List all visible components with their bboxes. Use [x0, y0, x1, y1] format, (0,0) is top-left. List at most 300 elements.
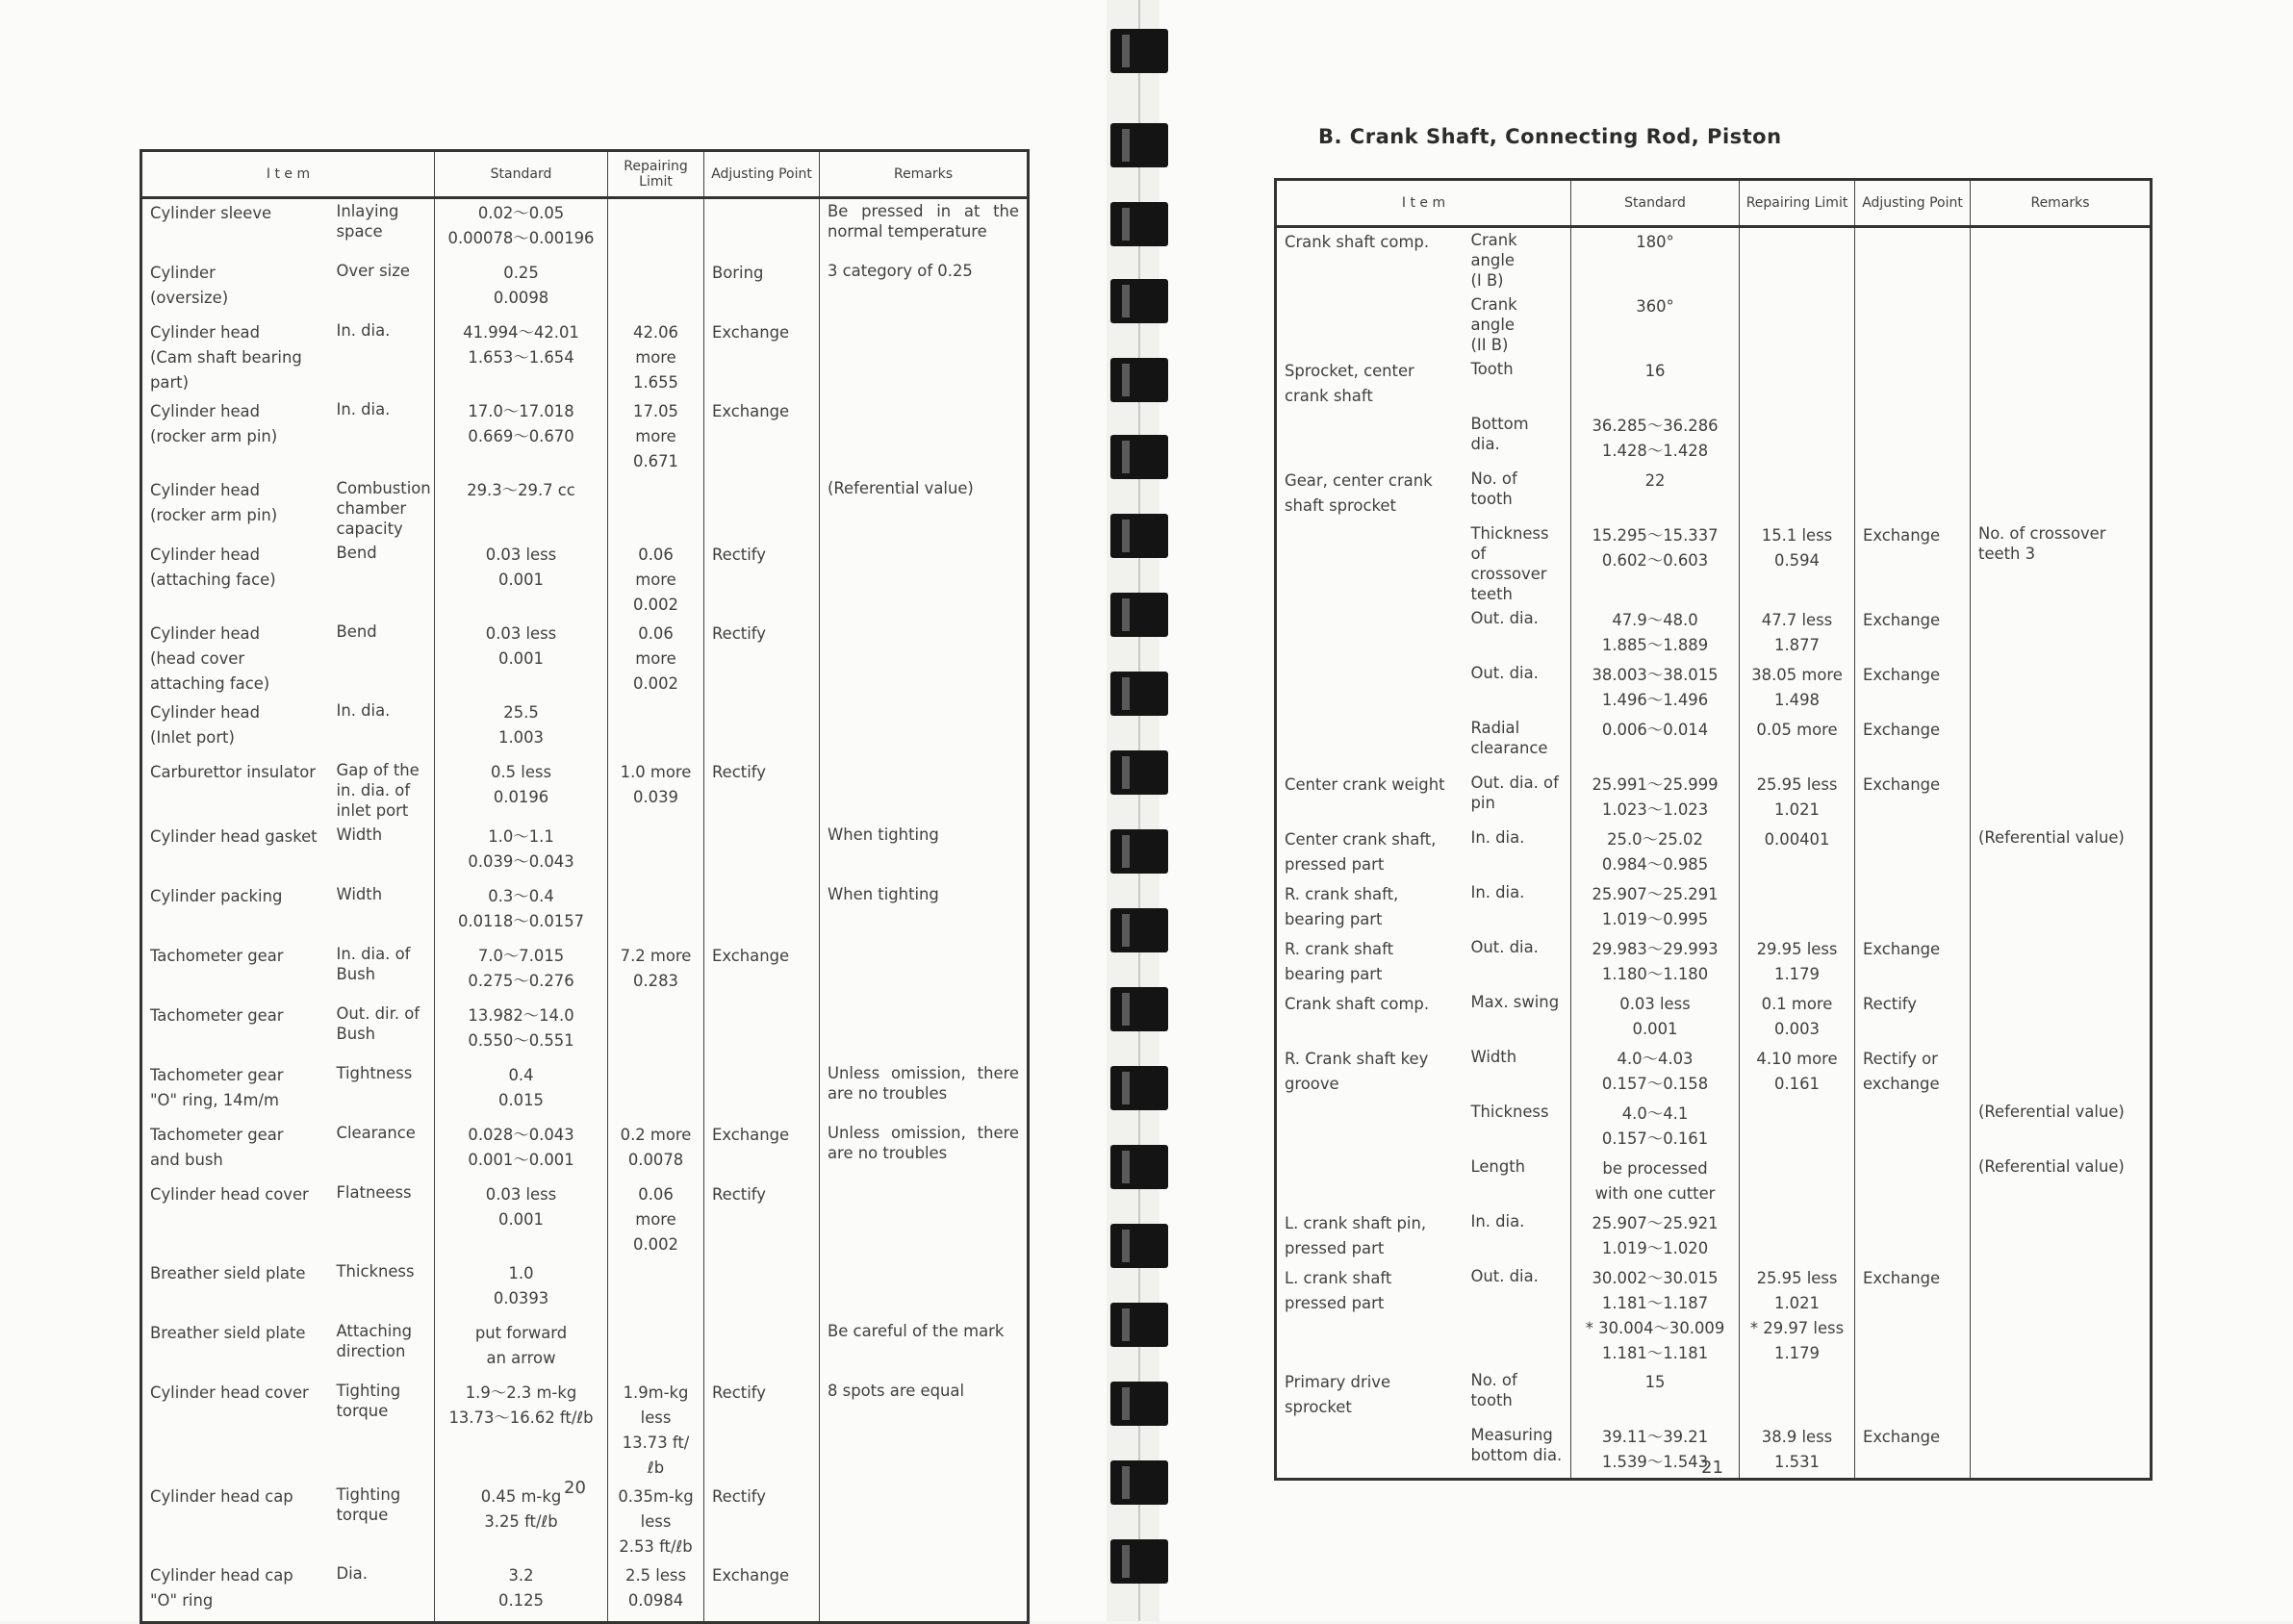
- header-row: [1276, 180, 2152, 227]
- binding-ring: [1110, 1539, 1168, 1584]
- table-row: [1276, 716, 2152, 771]
- row-repairing-limit: 0.00401: [1740, 825, 1855, 880]
- row-repairing-limit: [1740, 467, 1855, 521]
- row-standard: 25.907～25.291 1.019～0.995: [1571, 880, 1740, 935]
- table-row: [141, 1259, 1029, 1319]
- table-row: [141, 758, 1029, 823]
- row-adjusting-point: Boring: [704, 259, 820, 318]
- row-parameter: No. of tooth: [1470, 469, 1517, 508]
- row-adjusting-point: Rectify: [1855, 990, 1971, 1045]
- binding-ring: [1110, 829, 1168, 874]
- row-standard: 25.991～25.999 1.023～1.023: [1571, 771, 1740, 825]
- right-spec-table: [1274, 178, 2153, 1481]
- row-adjusting-point: Exchange: [704, 942, 820, 1002]
- header-item: I t e m: [1276, 180, 1571, 227]
- scan-smudge: [10, 56, 38, 75]
- row-remarks: [1971, 292, 2152, 357]
- binding-ring: [1110, 672, 1168, 716]
- table-row: [141, 823, 1029, 882]
- table-row: [1276, 1155, 2152, 1209]
- row-standard: 36.285～36.286 1.428～1.428: [1571, 412, 1740, 467]
- row-parameter: Crank angle (I B): [1470, 231, 1517, 290]
- row-remarks: [820, 758, 1029, 823]
- row-item: Gear, center crank shaft sprocket: [1285, 471, 1433, 515]
- row-repairing-limit: [608, 259, 704, 318]
- row-parameter: Max. swing: [1470, 993, 1560, 1011]
- table-row: [1276, 771, 2152, 825]
- row-adjusting-point: [704, 476, 820, 541]
- table-row: [141, 1121, 1029, 1180]
- row-repairing-limit: [1740, 880, 1855, 935]
- row-parameter: Bottom dia.: [1470, 415, 1529, 453]
- header-item: I t e m: [141, 151, 435, 198]
- row-parameter: Out. dia.: [1470, 938, 1539, 956]
- row-parameter: Tightness: [336, 1064, 413, 1082]
- row-adjusting-point: Exchange: [1855, 661, 1971, 716]
- row-remarks: [820, 942, 1029, 1002]
- row-item: L. crank shaft pin, pressed part: [1285, 1214, 1427, 1257]
- binding-ring: [1110, 358, 1168, 402]
- row-standard: 1.0～1.1 0.039～0.043: [435, 823, 608, 882]
- row-remarks: [1971, 716, 2152, 771]
- row-repairing-limit: [608, 1002, 704, 1061]
- binding-ring: [1110, 279, 1168, 323]
- row-adjusting-point: Rectify: [704, 541, 820, 620]
- right-table-body: [1276, 227, 2152, 1480]
- row-remarks: [820, 1259, 1029, 1319]
- row-remarks: [1971, 1423, 2152, 1480]
- row-item: Sprocket, center crank shaft: [1285, 362, 1414, 405]
- binding-ring: [1110, 1224, 1168, 1268]
- row-parameter: In. dia.: [1470, 828, 1525, 847]
- row-standard: 0.03 less 0.001: [435, 620, 608, 698]
- row-repairing-limit: 38.05 more 1.498: [1740, 661, 1855, 716]
- row-adjusting-point: [704, 1259, 820, 1319]
- row-adjusting-point: [704, 1319, 820, 1379]
- page-number-right: 21: [1701, 1458, 1723, 1478]
- row-adjusting-point: Exchange: [1855, 716, 1971, 771]
- row-adjusting-point: Exchange: [1855, 1423, 1971, 1480]
- row-parameter: No. of tooth: [1470, 1371, 1517, 1409]
- binding-ring: [1110, 1303, 1168, 1347]
- row-repairing-limit: 1.9m-kg less 13.73 ft/ℓb: [608, 1379, 704, 1483]
- binding-ring: [1110, 1145, 1168, 1189]
- row-adjusting-point: [1855, 825, 1971, 880]
- row-repairing-limit: [1740, 1209, 1855, 1264]
- row-standard: 13.982～14.0 0.550～0.551: [435, 1002, 608, 1061]
- row-repairing-limit: 17.05 more 0.671: [608, 397, 704, 476]
- page-number-left: 20: [564, 1478, 586, 1498]
- row-repairing-limit: 0.06 more 0.002: [608, 541, 704, 620]
- row-parameter: Thickness: [1470, 1103, 1549, 1121]
- table-row: [1276, 227, 2152, 293]
- row-standard: 0.5 less 0.0196: [435, 758, 608, 823]
- row-repairing-limit: [1740, 1155, 1855, 1209]
- row-remarks: [1971, 412, 2152, 467]
- row-adjusting-point: [1855, 1155, 1971, 1209]
- row-item: Cylinder packing: [150, 887, 283, 905]
- row-standard: 0.3～0.4 0.0118～0.0157: [435, 882, 608, 942]
- header-adjusting-point: Adjusting Point: [704, 151, 820, 198]
- row-standard: 0.25 0.0098: [435, 259, 608, 318]
- row-repairing-limit: [608, 198, 704, 260]
- row-adjusting-point: Exchange: [704, 1121, 820, 1180]
- row-standard: 29.983～29.993 1.180～1.180: [1571, 935, 1740, 990]
- row-standard: 30.002～30.015 1.181～1.187 * 30.004～30.009 1.181～1.181: [1571, 1264, 1740, 1368]
- row-remarks: Unless omission, there are no troubles: [820, 1121, 1029, 1180]
- table-row: [1276, 1045, 2152, 1100]
- row-standard: 25.5 1.003: [435, 698, 608, 758]
- table-row: [141, 259, 1029, 318]
- row-parameter: Dia.: [336, 1564, 368, 1583]
- row-remarks: 3 category of 0.25: [820, 259, 1029, 318]
- row-parameter: Out. dia.: [1470, 664, 1539, 682]
- row-repairing-limit: [1740, 227, 1855, 293]
- table-row: [141, 620, 1029, 698]
- row-item: [1276, 606, 1464, 661]
- table-row: [1276, 412, 2152, 467]
- row-repairing-limit: 25.95 less 1.021 * 29.97 less 1.179: [1740, 1264, 1855, 1368]
- row-item: [1276, 1155, 1464, 1209]
- row-repairing-limit: [608, 823, 704, 882]
- row-repairing-limit: [608, 1259, 704, 1319]
- binding-ring: [1110, 987, 1168, 1031]
- row-parameter: Width: [336, 885, 383, 903]
- row-adjusting-point: Rectify or exchange: [1855, 1045, 1971, 1100]
- row-remarks: When tighting: [820, 882, 1029, 942]
- row-item: R. crank shaft, bearing part: [1285, 885, 1399, 928]
- table-row: [141, 698, 1029, 758]
- row-adjusting-point: [704, 1061, 820, 1121]
- row-standard: 4.0～4.1 0.157～0.161: [1571, 1100, 1740, 1155]
- row-remarks: [820, 1180, 1029, 1259]
- row-remarks: Unless omission, there are no troubles: [820, 1061, 1029, 1121]
- row-standard: 47.9～48.0 1.885～1.889: [1571, 606, 1740, 661]
- row-item: Cylinder head cover: [150, 1185, 309, 1204]
- binding-ring: [1110, 1460, 1168, 1505]
- row-adjusting-point: [1855, 1100, 1971, 1155]
- row-repairing-limit: 0.05 more: [1740, 716, 1855, 771]
- row-remarks: [1971, 935, 2152, 990]
- table-row: [1276, 1100, 2152, 1155]
- row-parameter: Measuring bottom dia.: [1470, 1426, 1563, 1464]
- row-standard: 360°: [1571, 292, 1740, 357]
- table-row: [141, 1061, 1029, 1121]
- row-remarks: [1971, 880, 2152, 935]
- row-item: Breather sield plate: [150, 1264, 306, 1282]
- table-row: [141, 1180, 1029, 1259]
- row-adjusting-point: Exchange: [704, 318, 820, 397]
- row-repairing-limit: 1.0 more 0.039: [608, 758, 704, 823]
- row-remarks: [820, 620, 1029, 698]
- table-row: [1276, 1209, 2152, 1264]
- row-adjusting-point: Rectify: [704, 620, 820, 698]
- row-remarks: [820, 698, 1029, 758]
- row-remarks: [1971, 661, 2152, 716]
- row-parameter: Out. dir. of Bush: [336, 1004, 420, 1043]
- row-item: Cylinder head (Inlet port): [150, 703, 260, 747]
- table-row: [1276, 1368, 2152, 1423]
- left-spec-table: [140, 149, 1030, 1624]
- table-row: [1276, 292, 2152, 357]
- row-remarks: (Referential value): [1971, 825, 2152, 880]
- binding-ring: [1110, 202, 1168, 246]
- table-row: [1276, 357, 2152, 412]
- row-item: [1276, 661, 1464, 716]
- row-item: Cylinder head cover: [150, 1383, 309, 1402]
- row-parameter: Thickness: [336, 1262, 415, 1281]
- table-row: [1276, 521, 2152, 606]
- table-row: [1276, 990, 2152, 1045]
- row-repairing-limit: 4.10 more 0.161: [1740, 1045, 1855, 1100]
- row-remarks: [820, 541, 1029, 620]
- table-row: [1276, 1264, 2152, 1368]
- row-parameter: In. dia.: [336, 400, 391, 419]
- row-adjusting-point: Exchange: [704, 1561, 820, 1623]
- row-adjusting-point: Exchange: [1855, 1264, 1971, 1368]
- row-standard: 0.006～0.014: [1571, 716, 1740, 771]
- row-item: [1276, 716, 1464, 771]
- row-remarks: 8 spots are equal: [820, 1379, 1029, 1483]
- row-item: Cylinder head cap "O" ring: [150, 1566, 293, 1610]
- row-repairing-limit: [1740, 1368, 1855, 1423]
- row-repairing-limit: [1740, 1100, 1855, 1155]
- row-standard: 0.03 less 0.001: [435, 1180, 608, 1259]
- row-adjusting-point: [704, 198, 820, 260]
- row-item: R. Crank shaft key groove: [1285, 1050, 1429, 1093]
- row-item: Crank shaft comp.: [1285, 995, 1430, 1013]
- row-remarks: When tighting: [820, 823, 1029, 882]
- table-row: [1276, 880, 2152, 935]
- row-remarks: [820, 1002, 1029, 1061]
- row-parameter: Tooth: [1470, 360, 1514, 378]
- row-parameter: Tighting torque: [336, 1382, 401, 1420]
- header-repairing-limit: Repairing Limit: [608, 151, 704, 198]
- row-item: Center crank weight: [1285, 775, 1445, 794]
- row-remarks: [1971, 990, 2152, 1045]
- row-remarks: Be pressed in at the normal temperature: [820, 198, 1029, 260]
- row-adjusting-point: [704, 698, 820, 758]
- row-repairing-limit: [1740, 292, 1855, 357]
- row-standard: 1.9～2.3 m-kg 13.73～16.62 ft/ℓb: [435, 1379, 608, 1483]
- row-remarks: [1971, 1264, 2152, 1368]
- table-row: [141, 1319, 1029, 1379]
- row-parameter: Width: [336, 825, 383, 844]
- row-remarks: [1971, 606, 2152, 661]
- row-item: Cylinder head (rocker arm pin): [150, 481, 278, 524]
- row-remarks: [1971, 771, 2152, 825]
- table-row: [141, 942, 1029, 1002]
- row-parameter: Length: [1470, 1157, 1526, 1176]
- table-row: [141, 318, 1029, 397]
- left-table-body: [141, 198, 1029, 1623]
- table-row: [141, 476, 1029, 541]
- header-adjusting-point: Adjusting Point: [1855, 180, 1971, 227]
- row-standard: 29.3～29.7 cc: [435, 476, 608, 541]
- row-item: Crank shaft comp.: [1285, 233, 1430, 251]
- table-row: [141, 1002, 1029, 1061]
- row-item: Primary drive sprocket: [1285, 1373, 1391, 1416]
- binding-ring: [1110, 123, 1168, 167]
- row-standard: 15.295～15.337 0.602～0.603: [1571, 521, 1740, 606]
- row-parameter: Width: [1470, 1048, 1517, 1066]
- row-adjusting-point: [1855, 292, 1971, 357]
- row-item: Cylinder (oversize): [150, 264, 229, 307]
- row-adjusting-point: [1855, 1209, 1971, 1264]
- row-standard: 1.0 0.0393: [435, 1259, 608, 1319]
- table-row: [1276, 467, 2152, 521]
- row-item: Tachometer gear: [150, 947, 284, 965]
- row-repairing-limit: [608, 1319, 704, 1379]
- row-parameter: In. dia. of Bush: [336, 945, 411, 983]
- row-parameter: Bend: [336, 544, 377, 562]
- row-item: [1276, 292, 1464, 357]
- row-remarks: Be careful of the mark: [820, 1319, 1029, 1379]
- row-standard: 22: [1571, 467, 1740, 521]
- row-item: Breather sield plate: [150, 1324, 306, 1342]
- header-remarks: Remarks: [1971, 180, 2152, 227]
- table-row: [1276, 825, 2152, 880]
- row-item: Center crank shaft, pressed part: [1285, 830, 1437, 874]
- row-item: Cylinder head (head cover attaching face): [150, 624, 270, 693]
- row-parameter: In. dia.: [336, 701, 391, 720]
- binding-ring: [1110, 593, 1168, 637]
- row-remarks: [1971, 227, 2152, 293]
- row-item: Tachometer gear "O" ring, 14m/m: [150, 1066, 284, 1109]
- row-parameter: Bend: [336, 622, 377, 641]
- header-standard: Standard: [435, 151, 608, 198]
- row-item: Cylinder head (Cam shaft bearing part): [150, 323, 302, 392]
- table-row: [1276, 606, 2152, 661]
- row-repairing-limit: 0.35m-kg less 2.53 ft/ℓb: [608, 1483, 704, 1561]
- row-remarks: (Referential value): [820, 476, 1029, 541]
- row-repairing-limit: 7.2 more 0.283: [608, 942, 704, 1002]
- row-repairing-limit: 47.7 less 1.877: [1740, 606, 1855, 661]
- row-adjusting-point: [1855, 357, 1971, 412]
- binding-ring: [1110, 1382, 1168, 1426]
- row-standard: 25.0～25.02 0.984～0.985: [1571, 825, 1740, 880]
- row-adjusting-point: Exchange: [1855, 521, 1971, 606]
- row-standard: 25.907～25.921 1.019～1.020: [1571, 1209, 1740, 1264]
- row-remarks: No. of crossover teeth 3: [1971, 521, 2152, 606]
- row-remarks: [1971, 1209, 2152, 1264]
- row-adjusting-point: Rectify: [704, 758, 820, 823]
- header-repairing-limit: Repairing Limit: [1740, 180, 1855, 227]
- table-row: [1276, 935, 2152, 990]
- row-standard: 15: [1571, 1368, 1740, 1423]
- row-standard: put forward an arrow: [435, 1319, 608, 1379]
- binding-ring: [1110, 908, 1168, 952]
- row-parameter: Clearance: [336, 1124, 416, 1142]
- binding-ring: [1110, 435, 1168, 479]
- row-standard: 0.4 0.015: [435, 1061, 608, 1121]
- row-item: [1276, 412, 1464, 467]
- table-row: [1276, 661, 2152, 716]
- row-remarks: [820, 318, 1029, 397]
- row-item: L. crank shaft pressed part: [1285, 1269, 1392, 1312]
- row-standard: 39.11～39.21 1.539～1.543: [1571, 1423, 1740, 1480]
- row-adjusting-point: Exchange: [704, 397, 820, 476]
- row-item: Tachometer gear: [150, 1006, 284, 1025]
- table-row: [141, 397, 1029, 476]
- row-adjusting-point: Exchange: [1855, 771, 1971, 825]
- row-repairing-limit: 29.95 less 1.179: [1740, 935, 1855, 990]
- row-adjusting-point: Exchange: [1855, 935, 1971, 990]
- row-parameter: Attaching direction: [336, 1322, 413, 1360]
- row-standard: 4.0～4.03 0.157～0.158: [1571, 1045, 1740, 1100]
- row-adjusting-point: [1855, 880, 1971, 935]
- row-adjusting-point: [1855, 467, 1971, 521]
- row-item: [1276, 1423, 1464, 1480]
- row-standard: 38.003～38.015 1.496～1.496: [1571, 661, 1740, 716]
- row-parameter: Radial clearance: [1470, 719, 1548, 757]
- row-item: R. crank shaft bearing part: [1285, 940, 1393, 983]
- row-adjusting-point: Rectify: [704, 1483, 820, 1561]
- row-repairing-limit: 0.2 more 0.0078: [608, 1121, 704, 1180]
- row-item: Cylinder head (attaching face): [150, 546, 276, 589]
- row-parameter: In. dia.: [1470, 1212, 1525, 1231]
- header-row: [141, 151, 1029, 198]
- binding-ring: [1110, 514, 1168, 558]
- row-item: Carburettor insulator: [150, 763, 316, 781]
- row-repairing-limit: 0.06 more 0.002: [608, 1180, 704, 1259]
- row-item: Cylinder sleeve: [150, 204, 272, 222]
- row-item: Cylinder head cap: [150, 1487, 293, 1506]
- row-remarks: [1971, 467, 2152, 521]
- row-standard: 16: [1571, 357, 1740, 412]
- row-item: [1276, 1100, 1464, 1155]
- row-parameter: Crank angle (II B): [1470, 295, 1517, 354]
- row-parameter: Inlaying space: [336, 202, 399, 241]
- row-repairing-limit: [608, 698, 704, 758]
- row-adjusting-point: [1855, 227, 1971, 293]
- row-remarks: (Referential value): [1971, 1155, 2152, 1209]
- row-standard: 180°: [1571, 227, 1740, 293]
- row-item: [1276, 521, 1464, 606]
- row-parameter: Tighting torque: [336, 1485, 401, 1524]
- row-repairing-limit: [1740, 412, 1855, 467]
- row-adjusting-point: [1855, 1368, 1971, 1423]
- row-parameter: Out. dia.: [1470, 609, 1539, 627]
- row-repairing-limit: 0.06 more 0.002: [608, 620, 704, 698]
- row-parameter: Flatneess: [336, 1183, 412, 1202]
- binding-ring: [1110, 1066, 1168, 1110]
- table-row: [141, 541, 1029, 620]
- row-parameter: In. dia.: [336, 321, 391, 340]
- row-repairing-limit: [608, 882, 704, 942]
- row-adjusting-point: Rectify: [704, 1180, 820, 1259]
- row-remarks: [1971, 357, 2152, 412]
- row-parameter: Combustion chamber capacity: [336, 479, 431, 538]
- row-standard: be processed with one cutter: [1571, 1155, 1740, 1209]
- row-repairing-limit: 0.1 more 0.003: [1740, 990, 1855, 1045]
- row-adjusting-point: Rectify: [704, 1379, 820, 1483]
- row-remarks: [820, 1483, 1029, 1561]
- row-parameter: Thickness of crossover teeth: [1470, 524, 1549, 603]
- row-adjusting-point: Exchange: [1855, 606, 1971, 661]
- row-remarks: [820, 397, 1029, 476]
- row-standard: 0.02～0.05 0.00078～0.00196: [435, 198, 608, 260]
- row-adjusting-point: [704, 882, 820, 942]
- row-standard: 0.028～0.043 0.001～0.001: [435, 1121, 608, 1180]
- row-adjusting-point: [704, 1002, 820, 1061]
- row-adjusting-point: [704, 823, 820, 882]
- row-remarks: [1971, 1045, 2152, 1100]
- row-parameter: Out. dia.: [1470, 1267, 1539, 1285]
- row-parameter: Gap of the in. dia. of inlet port: [336, 761, 420, 820]
- row-standard: 41.994～42.01 1.653～1.654: [435, 318, 608, 397]
- row-item: Cylinder head (rocker arm pin): [150, 402, 278, 445]
